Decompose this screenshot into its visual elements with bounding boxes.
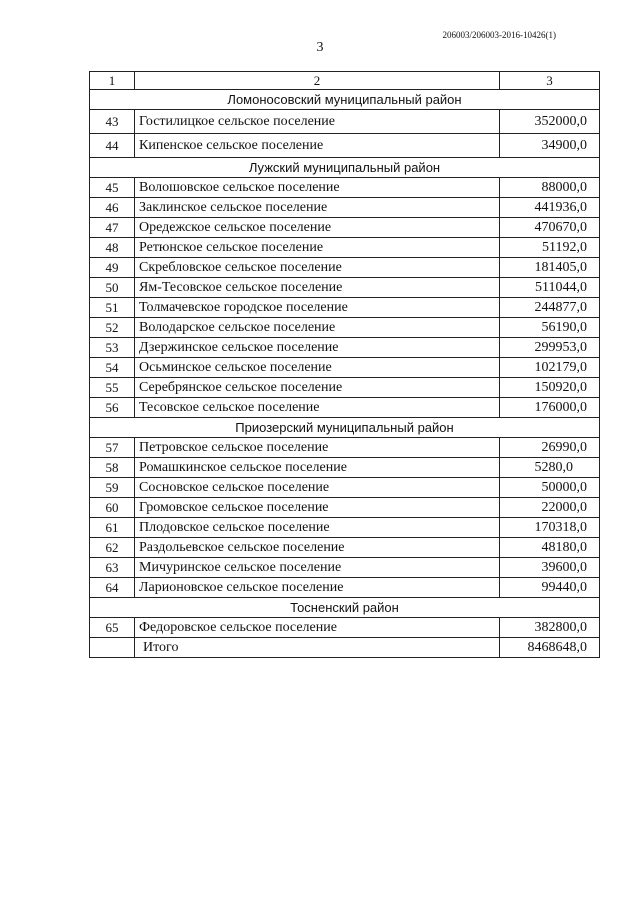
table-row bbox=[90, 458, 600, 478]
table-row bbox=[90, 178, 600, 198]
table-row bbox=[90, 198, 600, 218]
column-header-2: 2 bbox=[135, 72, 500, 90]
settlement-name: Ларионовское сельское поселение bbox=[135, 578, 500, 598]
group-title: Лужский муниципальный район bbox=[90, 158, 600, 178]
group-header-row bbox=[90, 418, 600, 438]
amount-value: 50000,0 bbox=[500, 478, 600, 498]
settlement-name: Скребловское сельское поселение bbox=[135, 258, 500, 278]
row-number: 56 bbox=[90, 398, 135, 418]
amount-value: 470670,0 bbox=[500, 218, 600, 238]
row-number: 47 bbox=[90, 218, 135, 238]
group-header-row bbox=[90, 158, 600, 178]
settlement-name: Мичуринское сельское поселение bbox=[135, 558, 500, 578]
settlement-name: Заклинское сельское поселение bbox=[135, 198, 500, 218]
table-row bbox=[90, 110, 600, 134]
amount-value: 99440,0 bbox=[500, 578, 600, 598]
page-number: 3 bbox=[316, 40, 324, 55]
settlement-name: Кипенское сельское поселение bbox=[135, 134, 500, 158]
amount-value: 170318,0 bbox=[500, 518, 600, 538]
row-number: 62 bbox=[90, 538, 135, 558]
table-row bbox=[90, 278, 600, 298]
row-number: 44 bbox=[90, 134, 135, 158]
settlement-name: Оредежское сельское поселение bbox=[135, 218, 500, 238]
settlement-name: Волошовское сельское поселение bbox=[135, 178, 500, 198]
settlement-name: Ромашкинское сельское поселение bbox=[135, 458, 500, 478]
amount-value: 34900,0 bbox=[500, 134, 600, 158]
amount-value: 48180,0 bbox=[500, 538, 600, 558]
settlement-name: Ям-Тесовское сельское поселение bbox=[135, 278, 500, 298]
row-number bbox=[90, 638, 135, 658]
table-row bbox=[90, 258, 600, 278]
table-row bbox=[90, 238, 600, 258]
settlement-name: Плодовское сельское поселение bbox=[135, 518, 500, 538]
amount-value: 26990,0 bbox=[500, 438, 600, 458]
row-number: 52 bbox=[90, 318, 135, 338]
settlement-name: Осьминское сельское поселение bbox=[135, 358, 500, 378]
total-label: Итого bbox=[135, 638, 500, 658]
amount-value: 150920,0 bbox=[500, 378, 600, 398]
settlement-name: Тесовское сельское поселение bbox=[135, 398, 500, 418]
row-number: 57 bbox=[90, 438, 135, 458]
settlements-table bbox=[89, 71, 600, 658]
table-row bbox=[90, 498, 600, 518]
table-row bbox=[90, 298, 600, 318]
group-title: Ломоносовский муниципальный район bbox=[90, 90, 600, 110]
row-number: 51 bbox=[90, 298, 135, 318]
table-row bbox=[90, 378, 600, 398]
settlement-name: Володарское сельское поселение bbox=[135, 318, 500, 338]
group-header-row bbox=[90, 90, 600, 110]
amount-value: 5280,0 bbox=[500, 458, 600, 478]
column-header-1: 1 bbox=[90, 72, 135, 90]
settlement-name: Гостилицкое сельское поселение bbox=[135, 110, 500, 134]
group-title: Тосненский район bbox=[90, 598, 600, 618]
table-row bbox=[90, 318, 600, 338]
table-body bbox=[90, 72, 600, 658]
amount-value: 56190,0 bbox=[500, 318, 600, 338]
row-number: 63 bbox=[90, 558, 135, 578]
row-number: 59 bbox=[90, 478, 135, 498]
column-header-3: 3 bbox=[500, 72, 600, 90]
table-row bbox=[90, 134, 600, 158]
amount-value: 39600,0 bbox=[500, 558, 600, 578]
amount-value: 176000,0 bbox=[500, 398, 600, 418]
amount-value: 352000,0 bbox=[500, 110, 600, 134]
amount-value: 181405,0 bbox=[500, 258, 600, 278]
settlement-name: Федоровское сельское поселение bbox=[135, 618, 500, 638]
table-row bbox=[90, 518, 600, 538]
row-number: 46 bbox=[90, 198, 135, 218]
row-number: 45 bbox=[90, 178, 135, 198]
row-number: 64 bbox=[90, 578, 135, 598]
settlement-name: Петровское сельское поселение bbox=[135, 438, 500, 458]
table-row bbox=[90, 618, 600, 638]
table-row bbox=[90, 438, 600, 458]
amount-value: 511044,0 bbox=[500, 278, 600, 298]
row-number: 55 bbox=[90, 378, 135, 398]
amount-value: 51192,0 bbox=[500, 238, 600, 258]
settlement-name: Раздольевское сельское поселение bbox=[135, 538, 500, 558]
table-row bbox=[90, 358, 600, 378]
row-number: 65 bbox=[90, 618, 135, 638]
amount-value: 441936,0 bbox=[500, 198, 600, 218]
row-number: 43 bbox=[90, 110, 135, 134]
settlement-name: Ретюнское сельское поселение bbox=[135, 238, 500, 258]
row-number: 50 bbox=[90, 278, 135, 298]
amount-value: 22000,0 bbox=[500, 498, 600, 518]
row-number: 61 bbox=[90, 518, 135, 538]
group-title: Приозерский муниципальный район bbox=[90, 418, 600, 438]
row-number: 48 bbox=[90, 238, 135, 258]
amount-value: 244877,0 bbox=[500, 298, 600, 318]
row-number: 60 bbox=[90, 498, 135, 518]
settlement-name: Громовское сельское поселение bbox=[135, 498, 500, 518]
settlement-name: Дзержинское сельское поселение bbox=[135, 338, 500, 358]
table-row bbox=[90, 218, 600, 238]
column-header-row bbox=[90, 72, 600, 90]
row-number: 53 bbox=[90, 338, 135, 358]
table-row bbox=[90, 558, 600, 578]
amount-value: 88000,0 bbox=[500, 178, 600, 198]
table-row bbox=[90, 578, 600, 598]
amount-value: 102179,0 bbox=[500, 358, 600, 378]
amount-value: 299953,0 bbox=[500, 338, 600, 358]
table-row bbox=[90, 478, 600, 498]
row-number: 54 bbox=[90, 358, 135, 378]
amount-value: 382800,0 bbox=[500, 618, 600, 638]
total-row bbox=[90, 638, 600, 658]
table-row bbox=[90, 338, 600, 358]
settlement-name: Толмачевское городское поселение bbox=[135, 298, 500, 318]
settlement-name: Сосновское сельское поселение bbox=[135, 478, 500, 498]
group-header-row bbox=[90, 598, 600, 618]
row-number: 49 bbox=[90, 258, 135, 278]
document-id: 206003/206003-2016-10426(1) bbox=[442, 30, 556, 40]
settlement-name: Серебрянское сельское поселение bbox=[135, 378, 500, 398]
row-number: 58 bbox=[90, 458, 135, 478]
table-row bbox=[90, 398, 600, 418]
total-value: 8468648,0 bbox=[500, 638, 600, 658]
table-row bbox=[90, 538, 600, 558]
